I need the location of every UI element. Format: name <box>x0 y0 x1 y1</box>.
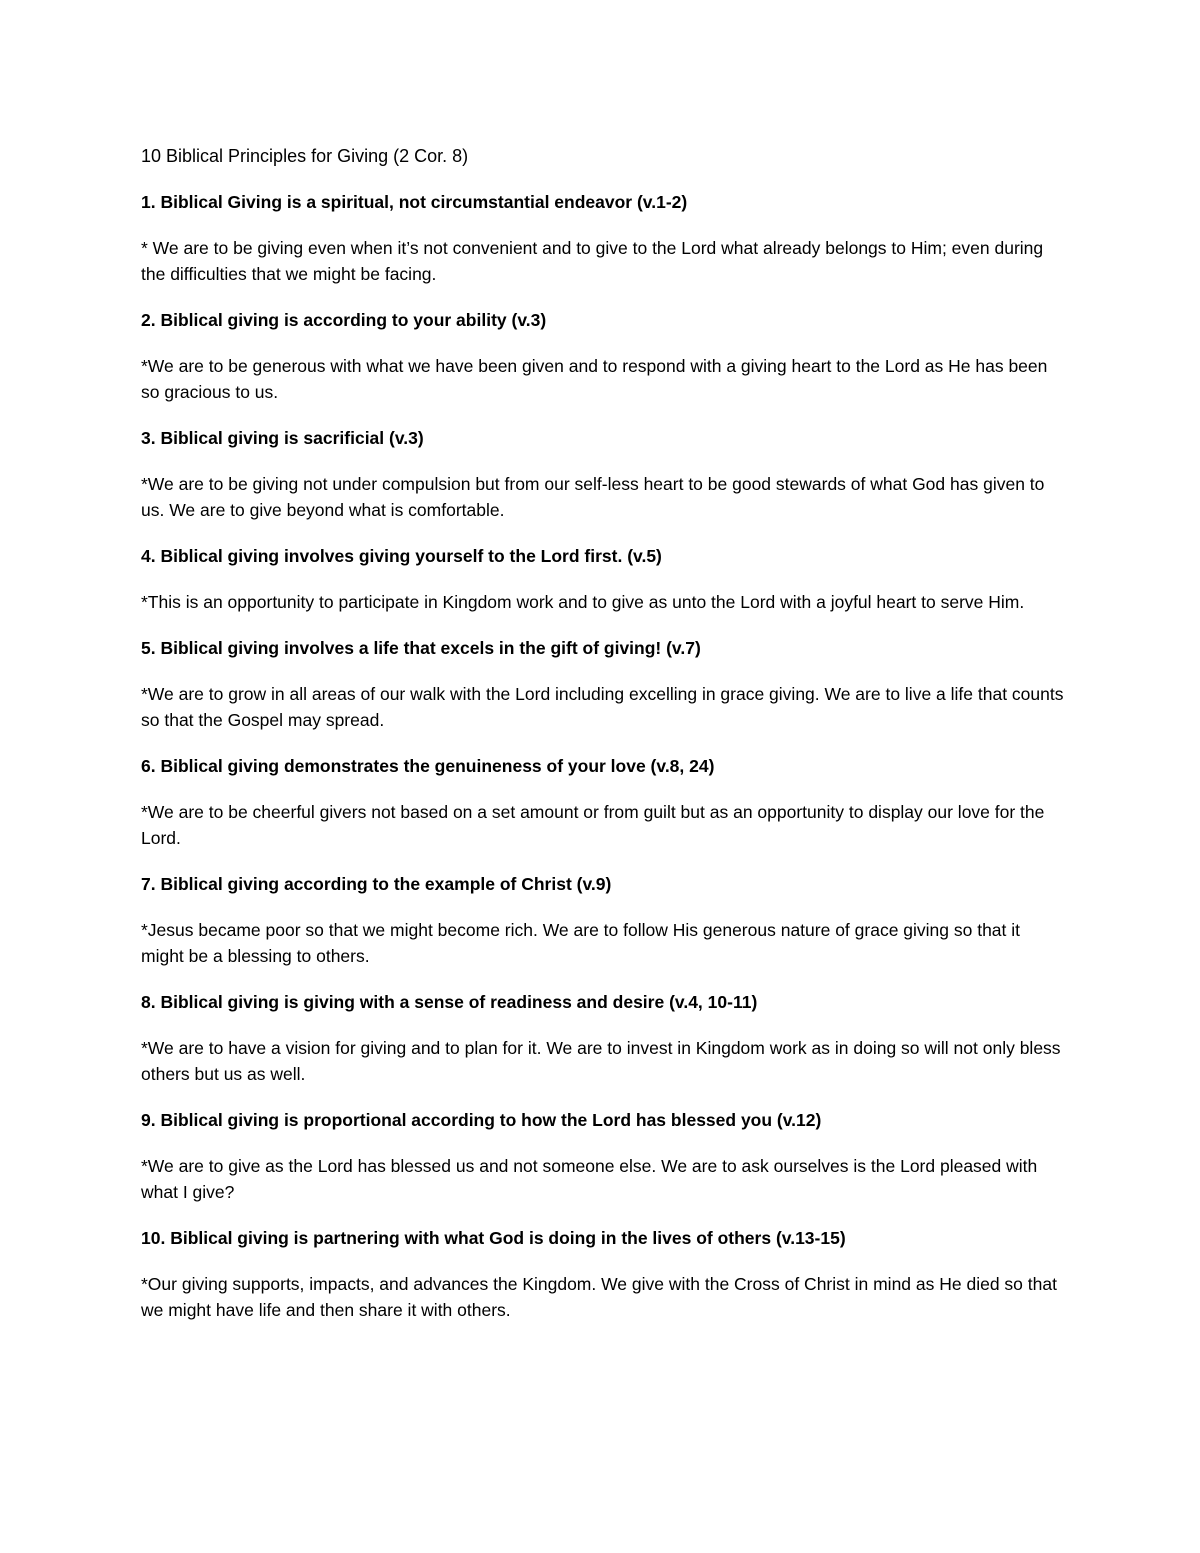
principle-heading: 2. Biblical giving is according to your ability (v.3) <box>141 310 547 330</box>
principle-body: *We are to be generous with what we have been given and to respond with a giving heart to the Lord as He has been so gracious to us. <box>141 356 1048 402</box>
principle-body: *This is an opportunity to participate in Kingdom work and to give as unto the Lord with a joyful heart to serve Him. <box>141 592 1025 612</box>
principle-item <box>141 1225 1066 1323</box>
principle-heading: 1. Biblical Giving is a spiritual, not circumstantial endeavor (v.1-2) <box>141 192 688 212</box>
principle-item <box>141 753 1066 851</box>
principle-heading: 7. Biblical giving according to the example of Christ (v.9) <box>141 874 612 894</box>
principle-item <box>141 871 1066 969</box>
principle-item <box>141 1107 1066 1205</box>
principle-item <box>141 425 1066 523</box>
principle-body: *We are to have a vision for giving and to plan for it. We are to invest in Kingdom work as in doing so will not only bless others but us as well. <box>141 1038 1061 1084</box>
principle-item <box>141 189 1066 287</box>
principle-item <box>141 543 1066 615</box>
document-content <box>141 143 1066 1343</box>
principle-body: * We are to be giving even when it’s not convenient and to give to the Lord what already belongs to Him; even during the difficulties that we might be facing. <box>141 238 1044 284</box>
principle-body: *Our giving supports, impacts, and advances the Kingdom. We give with the Cross of Christ in mind as He died so that we might have life and then share it with others. <box>141 1274 1057 1320</box>
principle-body: *We are to give as the Lord has blessed us and not someone else. We are to ask ourselves is the Lord pleased with what I give? <box>141 1156 1038 1202</box>
document-title: 10 Biblical Principles for Giving (2 Cor. 8) <box>141 146 469 166</box>
principle-heading: 5. Biblical giving involves a life that excels in the gift of giving! (v.7) <box>141 638 701 658</box>
principle-heading: 4. Biblical giving involves giving yourself to the Lord first. (v.5) <box>141 546 662 566</box>
principle-body: *We are to be giving not under compulsion but from our self-less heart to be good stewards of what God has given to us. We are to give beyond what is comfortable. <box>141 474 1045 520</box>
principle-body: *We are to be cheerful givers not based on a set amount or from guilt but as an opportunity to display our love for the Lord. <box>141 802 1045 848</box>
principle-heading: 10. Biblical giving is partnering with what God is doing in the lives of others (v.13-15) <box>141 1228 846 1248</box>
principle-heading: 8. Biblical giving is giving with a sense of readiness and desire (v.4, 10-11) <box>141 992 758 1012</box>
principle-item <box>141 989 1066 1087</box>
principle-item <box>141 635 1066 733</box>
principle-heading: 9. Biblical giving is proportional according to how the Lord has blessed you (v.12) <box>141 1110 822 1130</box>
principle-body: *We are to grow in all areas of our walk with the Lord including excelling in grace giving. We are to live a life that counts so that the Gospel may spread. <box>141 684 1064 730</box>
principle-heading: 6. Biblical giving demonstrates the genuineness of your love (v.8, 24) <box>141 756 715 776</box>
principle-heading: 3. Biblical giving is sacrificial (v.3) <box>141 428 424 448</box>
principle-item <box>141 307 1066 405</box>
principle-body: *Jesus became poor so that we might become rich. We are to follow His generous nature of grace giving so that it might be a blessing to others. <box>141 920 1021 966</box>
